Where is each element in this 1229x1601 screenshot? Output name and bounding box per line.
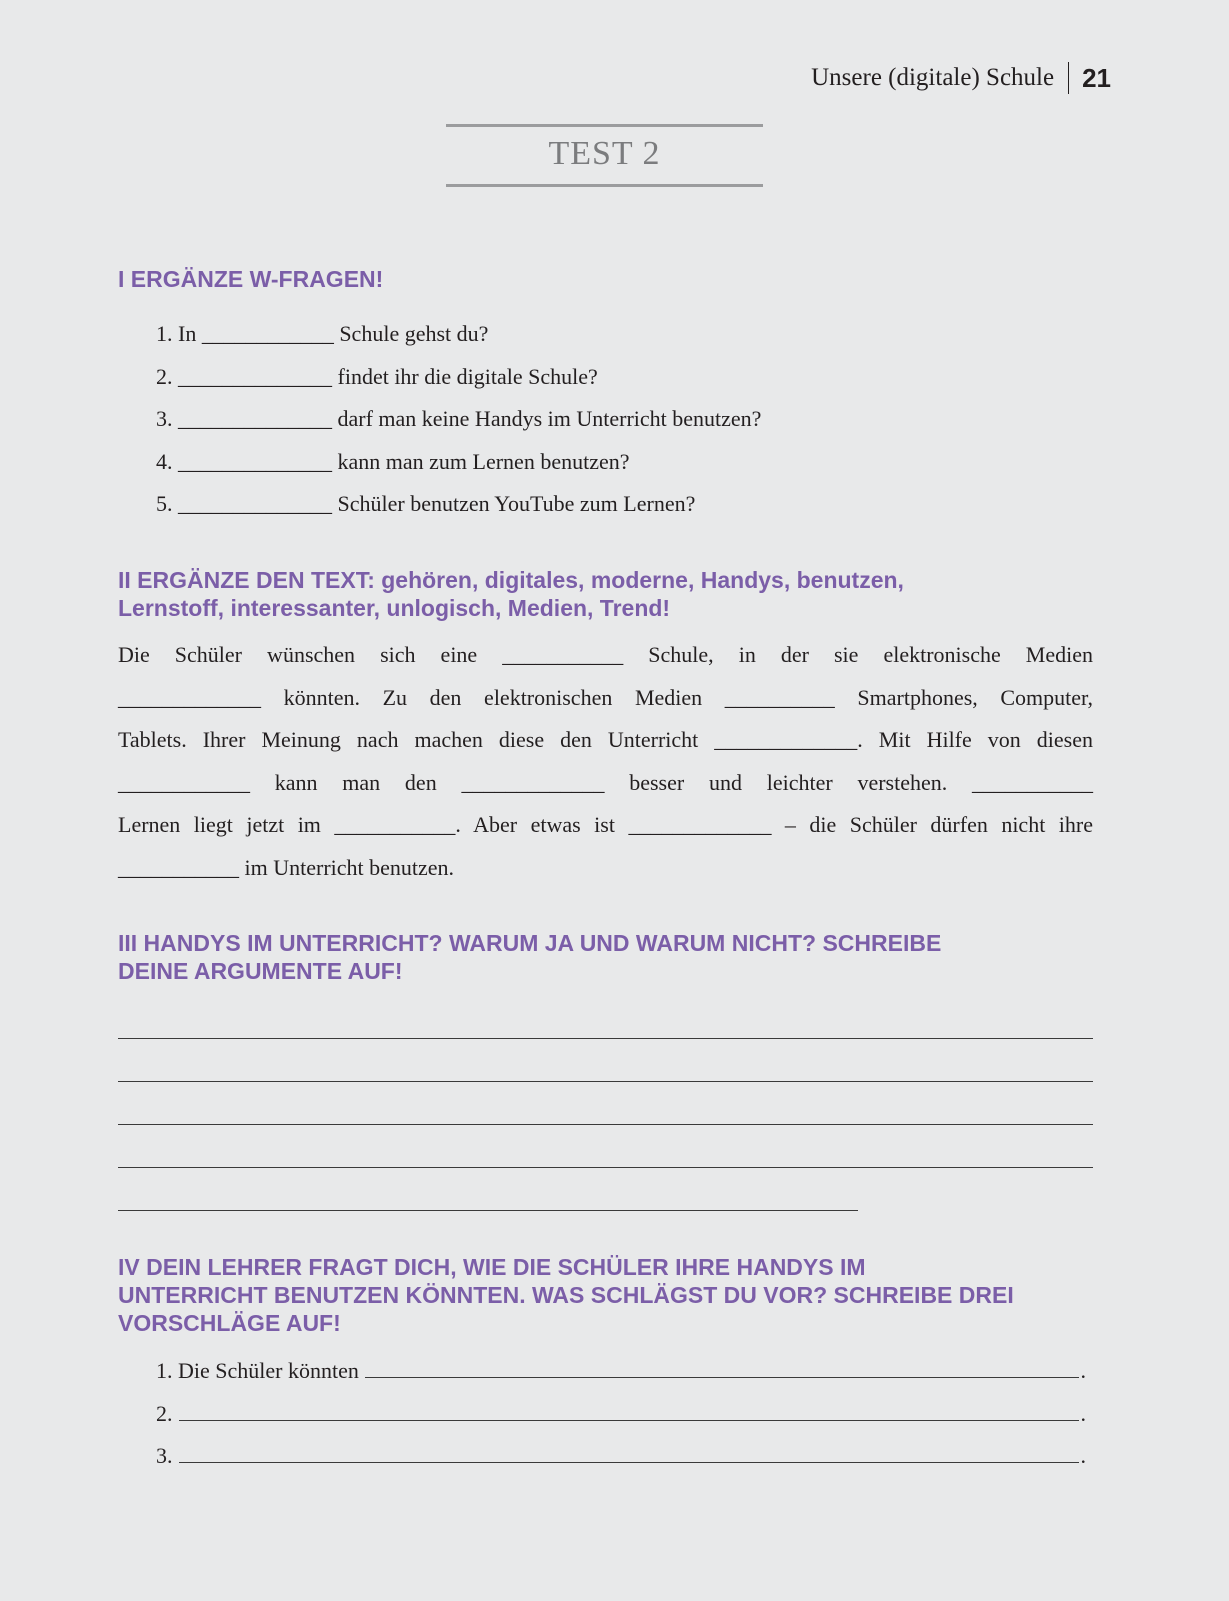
test-title: TEST 2 [446,124,763,187]
suggestion-prefix: 2. [156,1400,173,1426]
page-number: 21 [1082,62,1111,93]
section-4-heading-line: UNTERRICHT BENUTZEN KÖNNTEN. WAS SCHLÄGST DU VOR? SCHREIBE DREI [118,1282,1014,1308]
cloze-line: Die Schüler wünschen sich eine ___________ Schule, in der sie elektronische Medien [118,642,1093,667]
section-3-heading-line: III HANDYS IM UNTERRICHT? WARUM JA UND WARUM NICHT? SCHREIBE [118,930,942,956]
section-2-heading-line: Lernstoff, interessanter, unlogisch, Medien, Trend! [118,595,671,621]
answer-line[interactable] [179,1438,1079,1463]
question-item: 3. ______________ darf man keine Handys im Unterricht benutzen? [156,406,762,431]
suggestion-period: . [1080,1400,1086,1426]
suggestion-item [156,1435,1086,1478]
cloze-line: ____________ kann man den _____________ besser und leichter verstehen. ___________ [118,769,1093,795]
suggestion-prefix: 3. [156,1443,173,1468]
question-item: 5. ______________ Schüler benutzen YouTube zum Lernen? [156,491,696,516]
writing-line[interactable] [118,1168,858,1211]
cloze-line: ___________ im Unterricht benutzen. [118,854,455,880]
running-head [811,60,1111,96]
writing-line[interactable] [118,1082,1093,1125]
suggestion-item [156,1393,1086,1436]
section-3-heading [118,929,1098,985]
cloze-line: Lernen liegt jetzt im ___________. Aber etwas ist _____________ – die Schüler dürfen nicht ihre [118,812,1093,837]
section-1-question-list [156,313,761,526]
suggestion-item [156,1350,1086,1393]
running-head-title: Unsere (digitale) Schule [811,64,1055,91]
writing-line[interactable] [118,1125,1093,1168]
section-4-heading-line: VORSCHLÄGE AUF! [118,1310,341,1336]
section-3-writing-lines [118,996,1093,1211]
writing-line[interactable] [118,996,1093,1039]
question-item: 1. In ____________ Schule gehst du? [156,321,489,346]
section-2-heading-line: II ERGÄNZE DEN TEXT: gehören, digitales, moderne, Handys, benutzen, [118,567,904,593]
section-1-heading [118,265,1098,293]
answer-line[interactable] [365,1353,1079,1378]
section-2-heading [118,566,1098,622]
question-item: 4. ______________ kann man zum Lernen benutzen? [156,448,630,474]
cloze-line: Tablets. Ihrer Meinung nach machen diese den Unterricht _____________. Mit Hilfe von diesen [118,727,1093,752]
suggestion-period: . [1080,1443,1086,1468]
section-2-cloze-text [118,634,1093,889]
section-4-suggestion-list [156,1350,1086,1478]
suggestion-period: . [1080,1358,1086,1383]
writing-line[interactable] [118,1039,1093,1082]
suggestion-prefix: 1. Die Schüler könnten [156,1358,359,1383]
section-4-heading-line: IV DEIN LEHRER FRAGT DICH, WIE DIE SCHÜLER IHRE HANDYS IM [118,1254,866,1280]
section-1-heading-line: I ERGÄNZE W-FRAGEN! [118,266,384,292]
question-item: 2. ______________ findet ihr die digitale Schule? [156,363,598,389]
section-4-heading [118,1253,1098,1337]
section-3-heading-line: DEINE ARGUMENTE AUF! [118,958,403,984]
answer-line[interactable] [179,1396,1079,1421]
cloze-line: _____________ könnten. Zu den elektronischen Medien __________ Smartphones, Computer, [118,684,1093,710]
